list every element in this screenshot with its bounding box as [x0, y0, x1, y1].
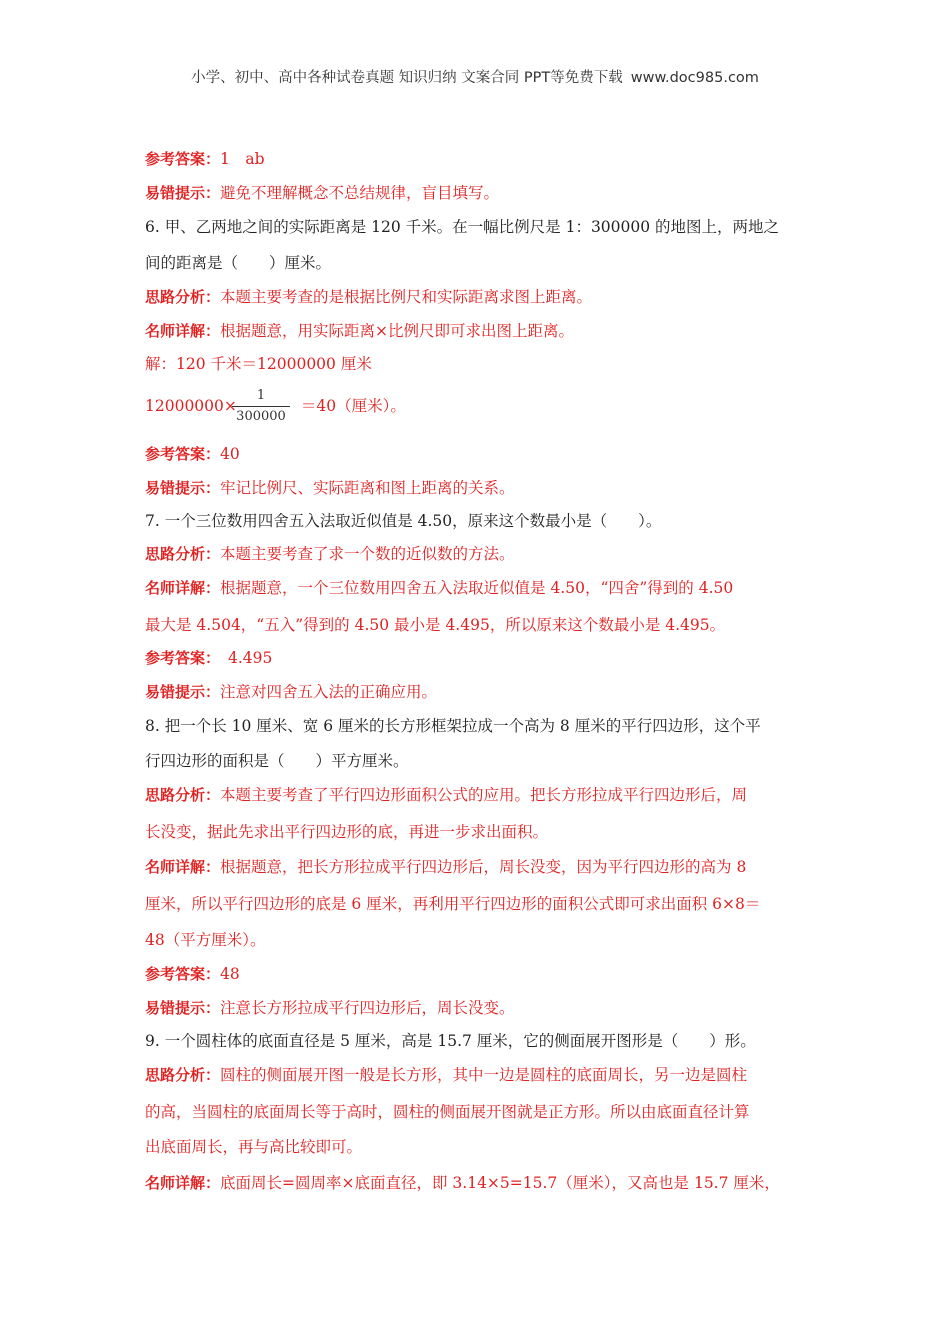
label-explanation: 名师详解： [145, 1174, 221, 1192]
analysis-line [145, 784, 813, 806]
explanation-line-cont: 48（平方厘米）。 [145, 931, 266, 949]
tip-line [145, 477, 813, 499]
answer-text: 1 ab [220, 150, 265, 168]
tip-text: 避免不理解概念不总结规律，盲目填写。 [220, 184, 500, 202]
label-explanation: 名师详解： [145, 579, 221, 597]
label-analysis: 思路分析： [145, 545, 221, 563]
explanation-line [145, 856, 813, 878]
explanation-text: 底面周长=圆周率×底面直径，即 3.14×5=15.7（厘米），又高也是 15.7 厘米， [220, 1174, 780, 1192]
question-6-line-2: 间的距离是（ ）厘米。 [145, 254, 332, 272]
formula-after: ＝40（厘米）。 [300, 397, 406, 415]
tip-text: 牢记比例尺、实际距离和图上距离的关系。 [220, 479, 515, 497]
label-answer: 参考答案： [145, 965, 221, 983]
label-answer: 参考答案： [145, 150, 221, 168]
label-explanation: 名师详解： [145, 322, 221, 340]
question-9-line-1: 9. 一个圆柱体的底面直径是 5 厘米，高是 15.7 厘米，它的侧面展开图形是（ ）形。 [145, 1032, 756, 1050]
answer-line [145, 148, 813, 170]
tip-text: 注意对四舍五入法的正确应用。 [220, 683, 438, 701]
analysis-line-cont: 的高，当圆柱的底面周长等于高时，圆柱的侧面展开图就是正方形。所以由底面直径计算 [145, 1103, 750, 1121]
label-tip: 易错提示： [145, 184, 221, 202]
analysis-line-cont: 长没变，据此先求出平行四边形的底，再进一步求出面积。 [145, 823, 549, 841]
fraction-bar [232, 406, 290, 407]
analysis-line [145, 543, 813, 565]
label-answer: 参考答案： [145, 649, 213, 667]
explanation-line-cont: 最大是 4.504，“五入”得到的 4.50 最小是 4.495，所以原来这个数最小是 4.495。 [145, 616, 726, 634]
question-7-line-1: 7. 一个三位数用四舍五入法取近似值是 4.50，原来这个数最小是（ ）。 [145, 512, 662, 530]
analysis-line-cont: 出底面周长，再与高比较即可。 [145, 1138, 363, 1156]
tip-line [145, 182, 813, 204]
answer-line [145, 963, 813, 985]
explanation-text: 根据题意，一个三位数用四舍五入法取近似值是 4.50，“四舍”得到的 4.50 [220, 579, 734, 597]
explanation-text: 根据题意，用实际距离×比例尺即可求出图上距离。 [220, 322, 575, 340]
answer-line [145, 647, 813, 669]
tip-line [145, 997, 813, 1019]
explanation-line [145, 577, 813, 599]
fraction [232, 388, 290, 425]
question-8-line-2: 行四边形的面积是（ ）平方厘米。 [145, 752, 409, 770]
label-tip: 易错提示： [145, 479, 221, 497]
header-text: 小学、初中、高中各种试卷真题 知识归纳 文案合同 PPT等免费下载 [191, 70, 623, 86]
answer-text: 40 [220, 445, 240, 463]
explanation-text: 根据题意，把长方形拉成平行四边形后，周长没变，因为平行四边形的高为 8 [220, 858, 747, 876]
label-answer: 参考答案： [145, 445, 221, 463]
fraction-numerator: 1 [256, 388, 266, 403]
label-tip: 易错提示： [145, 999, 221, 1017]
label-explanation: 名师详解： [145, 858, 221, 876]
explanation-line-cont: 厘米，所以平行四边形的底是 6 厘米，再利用平行四边形的面积公式即可求出面积 6×8＝ [145, 895, 761, 913]
analysis-line [145, 286, 813, 308]
answer-line [145, 443, 813, 465]
solution-line: 解：120 千米＝12000000 厘米 [145, 355, 372, 373]
analysis-text: 圆柱的侧面展开图一般是长方形，其中一边是圆柱的底面周长，另一边是圆柱 [220, 1066, 748, 1084]
explanation-line [145, 1172, 813, 1194]
label-analysis: 思路分析： [145, 288, 221, 306]
label-analysis: 思路分析： [145, 786, 221, 804]
label-analysis: 思路分析： [145, 1066, 221, 1084]
answer-text: 4.495 [212, 649, 273, 667]
label-tip: 易错提示： [145, 683, 221, 701]
question-6-line-1: 6. 甲、乙两地之间的实际距离是 120 千米。在一幅比例尺是 1：300000 的地图上，两地之 [145, 218, 780, 236]
page-header [0, 66, 950, 87]
explanation-line [145, 320, 813, 342]
question-8-line-1: 8. 把一个长 10 厘米、宽 6 厘米的长方形框架拉成一个高为 8 厘米的平行四边形，这个平 [145, 717, 761, 735]
analysis-line [145, 1064, 813, 1086]
tip-text: 注意长方形拉成平行四边形后，周长没变。 [220, 999, 515, 1017]
formula-before: 12000000× [145, 397, 237, 415]
fraction-denominator: 300000 [236, 409, 286, 424]
answer-text: 48 [220, 965, 240, 983]
tip-line [145, 681, 813, 703]
analysis-text: 本题主要考查的是根据比例尺和实际距离求图上距离。 [220, 288, 593, 306]
analysis-text: 本题主要考查了求一个数的近似数的方法。 [220, 545, 515, 563]
analysis-text: 本题主要考查了平行四边形面积公式的应用。把长方形拉成平行四边形后，周 [220, 786, 748, 804]
header-url[interactable]: www.doc985.com [630, 70, 759, 86]
